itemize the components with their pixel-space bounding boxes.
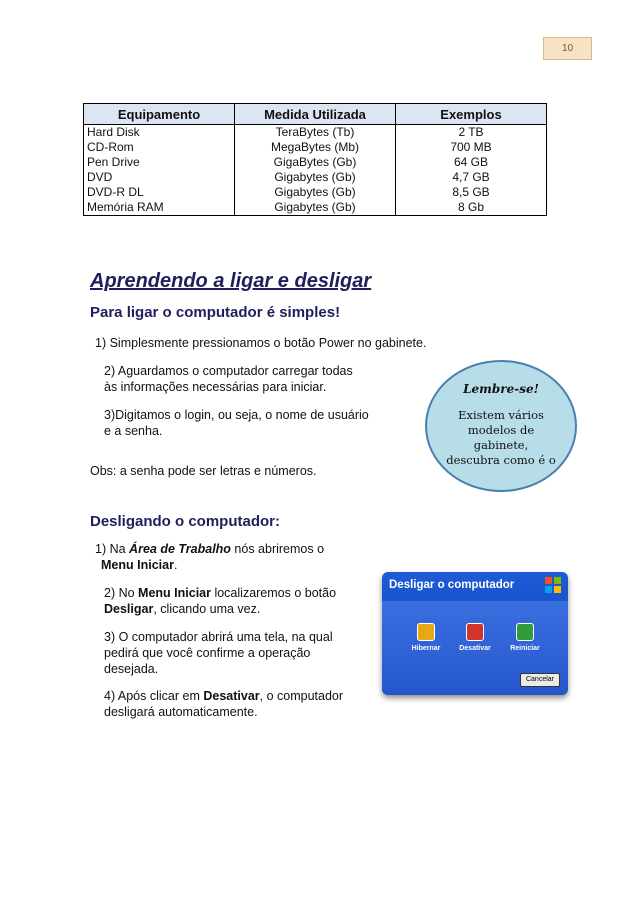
callout-line: gabinete, — [473, 438, 529, 452]
step-1: 1) Simplesmente pressionamos o botão Power no gabinete. — [95, 336, 427, 350]
cell: 8,5 GB — [396, 185, 547, 200]
shutdown-step-4-line1 — [104, 688, 343, 704]
table-row — [84, 155, 547, 170]
page-number: 10 — [543, 37, 592, 60]
section-title-power: Aprendendo a ligar e desligar — [90, 270, 372, 292]
shutdown-step-1-line1 — [95, 541, 324, 557]
cell: CD-Rom — [84, 140, 235, 155]
callout-body — [427, 408, 575, 468]
emphasis: Desativar — [203, 689, 260, 703]
obs-note: Obs: a senha pode ser letras e números. — [90, 464, 317, 478]
cell: Gigabytes (Gb) — [235, 200, 396, 216]
emphasis: Menu Iniciar — [101, 558, 174, 572]
cell: TeraBytes (Tb) — [235, 125, 396, 141]
cell: DVD-R DL — [84, 185, 235, 200]
table-row — [84, 140, 547, 155]
callout-line: modelos de — [467, 423, 535, 437]
cell: 64 GB — [396, 155, 547, 170]
text: . — [173, 558, 178, 572]
text: , clicando uma vez. — [153, 602, 261, 616]
emphasis: Área de Trabalho — [129, 542, 231, 556]
subtitle-turn-on: Para ligar o computador é simples! — [90, 304, 341, 321]
col-header-examples: Exemplos — [396, 104, 547, 125]
power-icon — [466, 623, 484, 641]
cell: 4,7 GB — [396, 170, 547, 185]
shutdown-step-3-line3: desejada. — [104, 662, 159, 676]
dialog-title: Desligar o computador — [389, 579, 515, 591]
cell: Gigabytes (Gb) — [235, 170, 396, 185]
callout-line: Existem vários — [458, 408, 544, 422]
hibernate-label: Hibernar — [411, 645, 441, 652]
text: localizaremos o botão — [210, 586, 337, 600]
table-row — [84, 200, 547, 216]
cancel-button[interactable]: Cancelar — [520, 673, 560, 687]
cell: DVD — [84, 170, 235, 185]
text: 4) Após clicar em — [104, 689, 204, 703]
emphasis: Desligar — [104, 602, 154, 616]
shutdown-step-2-line1 — [104, 585, 336, 601]
shutdown-label: Desativar — [459, 645, 491, 652]
cell: 8 Gb — [396, 200, 547, 216]
step-2-line1: 2) Aguardamos o computador carregar todas — [104, 364, 353, 378]
col-header-measure: Medida Utilizada — [235, 104, 396, 125]
reminder-callout — [425, 360, 577, 492]
shutdown-button[interactable] — [453, 623, 497, 652]
cell: Hard Disk — [84, 125, 235, 141]
text: 2) No — [104, 586, 139, 600]
step-3-line2: e a senha. — [104, 424, 163, 438]
text: 1) Na — [95, 542, 130, 556]
text: , o computador — [259, 689, 344, 703]
emphasis: Menu Iniciar — [138, 586, 211, 600]
restart-label: Reiniciar — [510, 645, 540, 652]
hibernate-button[interactable] — [404, 623, 448, 652]
windows-logo-icon — [544, 576, 562, 594]
text: nós abriremos o — [230, 542, 325, 556]
callout-title: Lembre-se! — [463, 382, 539, 396]
callout-line: descubra como é o — [446, 453, 556, 467]
storage-table — [83, 103, 547, 216]
subtitle-shutdown: Desligando o computador: — [90, 513, 281, 530]
cell: GigaBytes (Gb) — [235, 155, 396, 170]
cell: 700 MB — [396, 140, 547, 155]
cell: MegaBytes (Mb) — [235, 140, 396, 155]
step-2-line2: às informações necessárias para iniciar. — [104, 380, 327, 394]
table-row — [84, 170, 547, 185]
cell: Gigabytes (Gb) — [235, 185, 396, 200]
table-header-row — [84, 104, 547, 125]
restart-button[interactable] — [503, 623, 547, 652]
shutdown-dialog-screenshot — [382, 572, 568, 695]
table-row — [84, 185, 547, 200]
restart-icon — [516, 623, 534, 641]
dialog-body — [382, 601, 568, 695]
shutdown-step-3-line2: pedirá que você confirme a operação — [104, 646, 311, 660]
cell: Pen Drive — [84, 155, 235, 170]
hibernate-icon — [417, 623, 435, 641]
shutdown-step-4-line2: desligará automaticamente. — [104, 705, 258, 719]
shutdown-step-3-line1: 3) O computador abrirá uma tela, na qual — [104, 630, 333, 644]
shutdown-step-1-line2 — [101, 557, 177, 573]
cell: 2 TB — [396, 125, 547, 141]
step-3-line1: 3)Digitamos o login, ou seja, o nome de usuário — [104, 408, 369, 422]
cell: Memória RAM — [84, 200, 235, 216]
table-row — [84, 125, 547, 141]
shutdown-step-2-line2 — [104, 601, 260, 617]
col-header-equipment: Equipamento — [84, 104, 235, 125]
